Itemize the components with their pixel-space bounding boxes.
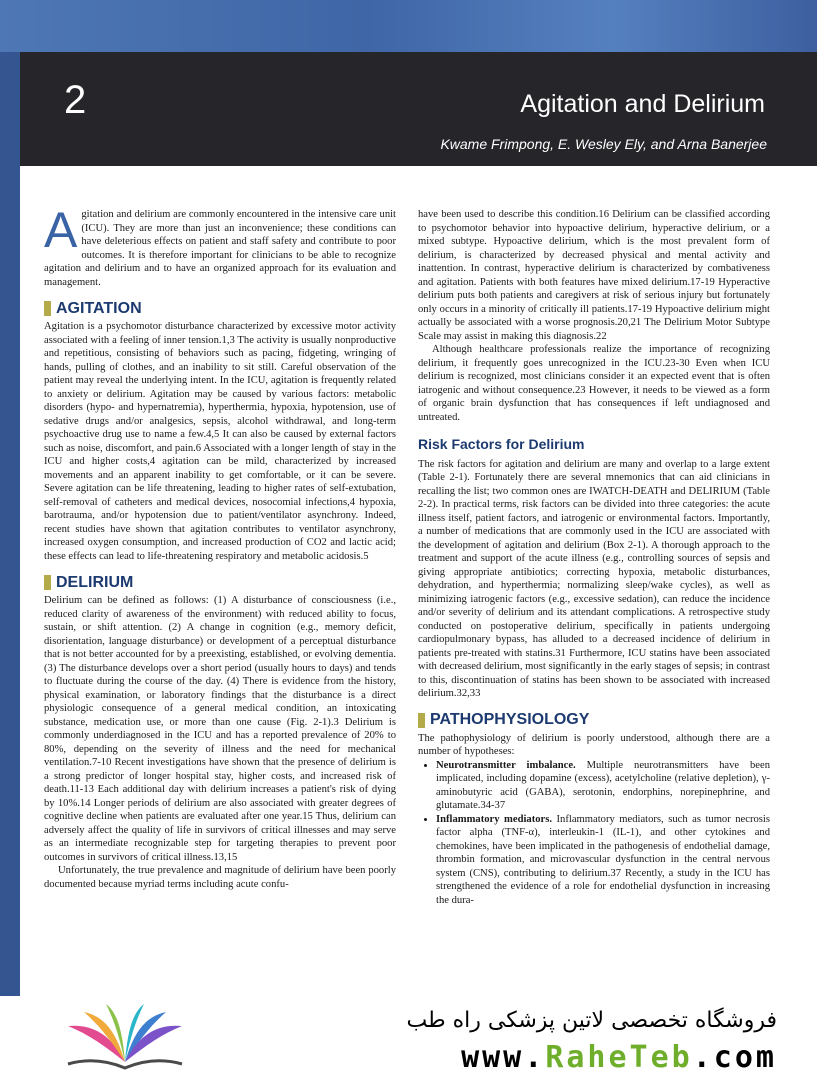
pathophysiology-intro: The pathophysiology of delirium is poorly understood, although there are a number of hypotheses: bbox=[418, 732, 770, 757]
list-item-text: Inflammatory mediators, such as tumor necrosis factor alpha (TNF-α), interleukin-1 (IL-1), and other cytokines and chemokines, have been implicated in the pathogenesis of endothelial damage, thrombin formation, and microvascular dysfunction in the central nervous system (CNS), contributing to delirium.37 Recently, a study in the ICU has strengthened the evidence of a role for endothelial dysfunction in increasing the dura- bbox=[436, 813, 770, 906]
heading-bar-icon bbox=[44, 575, 51, 590]
store-url bbox=[461, 1040, 777, 1075]
pathophysiology-heading bbox=[418, 713, 770, 728]
agitation-heading bbox=[44, 301, 396, 316]
footer-banner bbox=[0, 996, 817, 1080]
delirium-paragraph-1: Delirium can be defined as follows: (1) A disturbance of consciousness (i.e., reduced clarity of awareness of the environment) with reduced ability to focus, sustain, or shift attention. (2) A change in cognition (e.g., memory deficit, disorientation, language disturbance) or development of a perceptual disturbance that is not better accounted for by a preexisting, established, or evolving dementia. (3) The disturbance develops over a short period (usually hours to days) and tends to fluctuate during the course of the day. (4) There is evidence from the history, physical examination, or laboratory findings that the disturbance is a direct physiologic consequence of a general medical condition, an intoxicating substance, medication use, or more than one cause (Fig. 2-1).3 Delirium is commonly underdiagnosed in the ICU and has a reported prevalence of 20% to 80%, depending on the severity of illness and the need for mechanical ventilation.7-10 Recent investigations have shown that the presence of delirium is a strong predictor of longer hospital stay, higher costs, and increased risk of death.11-13 Each additional day with delirium increases a patient's risk of dying by 10%.14 Longer periods of delirium are also associated with greater degrees of cognitive decline when patients are evaluated after one year.15 Thus, delirium can adversely affect the quality of life in survivors of critical illnesses and may serve as an intermediate recognizable step for targeting therapies to prevent poor outcomes in survivors of critical illness.13,15 bbox=[44, 595, 396, 863]
pathophysiology-heading-text: PATHOPHYSIOLOGY bbox=[430, 711, 590, 729]
recognition-paragraph: Although healthcare professionals realize the importance of recognizing delirium, it frequently goes unrecognized in the ICU.23-30 Even when ICU delirium is recognized, most clinicians consider it an expected event that is often iatrogenic and without consequence.23 However, it needs to be viewed as a form of organic brain dysfunction that has consequences if left undiagnosed and untreated. bbox=[418, 344, 770, 423]
right-column bbox=[418, 208, 770, 994]
hypotheses-list bbox=[418, 759, 770, 908]
intro-text: gitation and delirium are commonly encountered in the intensive care unit (ICU). They are more than just an inconvenience; these conditions can have deleterious effects on patient and staff safety and contribute to poor outcomes. It is therefore important for clinicians to be able to recognize agitation and delirium and to have an organized approach for its evaluation and management. bbox=[44, 209, 396, 288]
list-item bbox=[436, 759, 770, 813]
chapter-header bbox=[20, 52, 817, 166]
left-color-strip bbox=[0, 0, 20, 1000]
url-suffix: .com bbox=[692, 1040, 777, 1075]
heading-bar-icon bbox=[44, 301, 51, 316]
drop-cap: A bbox=[44, 208, 78, 258]
top-decorative-band bbox=[0, 0, 817, 52]
url-prefix: www. bbox=[461, 1040, 546, 1075]
intro-paragraph bbox=[44, 208, 396, 289]
chapter-title: Agitation and Delirium bbox=[520, 90, 765, 118]
risk-factors-heading: Risk Factors for Delirium bbox=[418, 436, 585, 452]
list-item-term: Inflammatory mediators. bbox=[436, 813, 553, 825]
agitation-paragraph: Agitation is a psychomotor disturbance characterized by excessive motor activity associated with a feeling of inner tension.1,3 The activity is usually nonproductive and repetitious, consisting of behaviors such as pacing, fidgeting, wringing of hands, pulling of clothes, and an inability to sit still. Careful observation of the patient may reveal the underlying intent. In the ICU, agitation is frequently related to anxiety or delirium. Agitation may be caused by various factors: metabolic disorders (hypo- and hypernatremia), hyperthermia, hypoxia, hypotension, use of sedative drugs and/or analgesics, sepsis, alcohol withdrawal, and long-term psychoactive drug use to name a few.4,5 It can also be caused by external factors such as noise, discomfort, and pain.6 Associated with a longer length of stay in the ICU and higher costs,4 agitation can be mild, characterized by increased movements and an apparent inability to get comfortable, or it can be severe. Severe agitation can be life threatening, leading to higher rates of self-extubation, self-removal of catheters and medical devices, nosocomial infections,4 hypoxia, barotrauma, and/or hypotension due to patient/ventilator asynchrony. Indeed, recent studies have shown that agitation contributes to ventilator asynchrony, increased oxygen consumption, and increased production of CO2 and lactic acid; these effects can lead to life-threatening respiratory and metabolic acidosis.5 bbox=[44, 321, 396, 562]
store-name: فروشگاه تخصصی لاتین پزشکی راه طب bbox=[406, 1008, 777, 1033]
url-brand: RaheTeb bbox=[545, 1040, 693, 1075]
list-item-term: Neurotransmitter imbalance. bbox=[436, 759, 576, 771]
left-column bbox=[44, 208, 396, 994]
delirium-paragraph-2: Unfortunately, the true prevalence and magnitude of delirium have been poorly documented because myriad terms including acute confu- bbox=[44, 865, 396, 890]
delirium-heading bbox=[44, 575, 396, 590]
agitation-heading-text: AGITATION bbox=[56, 299, 142, 317]
chapter-authors: Kwame Frimpong, E. Wesley Ely, and Arna Banerjee bbox=[440, 136, 767, 152]
list-item bbox=[436, 813, 770, 908]
list-item-text: Multiple neurotransmitters have been implicated, including dopamine (excess), acetylcholine (relative depletion), γ-aminobutyric acid (GABA), serotonin, endorphins, norepinephrine, and glutamate.34-37 bbox=[436, 759, 770, 811]
delirium-continued-paragraph: have been used to describe this condition.16 Delirium can be classified according to psychomotor behavior into hypoactive delirium, hyperactive delirium, or a mixed subtype. Hypoactive delirium, which is the most prevalent form of delirium, is characterized by decreased physical and mental activity and inattention. In contrast, hyperactive delirium is characterized by combativeness and agitation. Patients with both features have mixed delirium.17-19 Hyperactive delirium puts both patients and caregivers at risk of serious injury but fortunately only occurs in a minority of critically ill patients.17-19 Hypoactive delirium might actually be associated with a worse prognosis.20,21 The Delirium Motor Subtype Scale may assist in making this diagnosis.22 bbox=[418, 209, 770, 342]
book-logo-icon bbox=[60, 1002, 190, 1074]
risk-factors-paragraph: The risk factors for agitation and delirium are many and overlap to a large extent (Table 2-1). Fortunately there are several mnemonics that can aid clinicians in recalling the list; two common ones are IWATCH-DEATH and DELIRIUM (Table 2-2). In practical terms, risk factors can be divided into three categories: the acute illness itself, patient factors, and iatrogenic or environmental factors. Importantly, a number of medications that are commonly used in the ICU are associated with the development of agitation and delirium (Box 2-1). A thorough approach to the treatment and support of the acute illness (e.g., controlling sources of sepsis and giving appropriate antibiotics; correcting hypoxia, metabolic disturbances, dehydration, and hyperthermia; normalizing sleep/wake cycles), as well as minimizing iatrogenic factors (e.g., excessive sedation), can reduce the incidence and/or severity of delirium and its attendant complications. A retrospective study conducted on postoperative delirium, specifically in patients undergoing cardiopulmonary bypass, has alluded to a decreased incidence of delirium in patients pre-treated with statins.31 Furthermore, ICU statins have been associated with decreased delirium, most significantly in the early stages of sepsis; in contrast to this, discontinuation of statins has been shown to be associated with increased delirium.32,33 bbox=[418, 458, 770, 699]
heading-bar-icon bbox=[418, 713, 425, 728]
delirium-heading-text: DELIRIUM bbox=[56, 573, 134, 591]
chapter-number: 2 bbox=[64, 78, 87, 122]
